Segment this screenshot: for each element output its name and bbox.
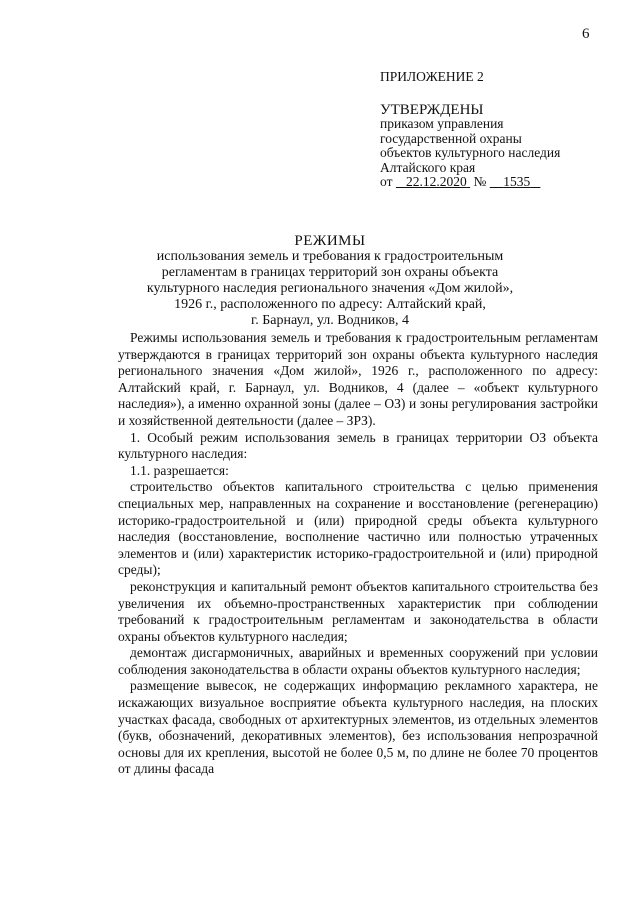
order-number-value: 1535: [503, 174, 531, 189]
document-title-block: [120, 233, 540, 329]
date-prefix: от: [380, 174, 393, 189]
appendix-label: ПРИЛОЖЕНИЕ 2: [380, 69, 484, 84]
subtitle-line: культурного наследия регионального значения «Дом жилой»,: [146, 281, 514, 296]
approved-label: УТВЕРЖДЕНЫ: [380, 101, 484, 118]
order-date: [396, 174, 470, 189]
approval-line: объектов культурного наследия: [380, 145, 561, 160]
order-date-value: 22.12.2020: [405, 174, 467, 189]
subtitle-line: 1926 г., расположенного по адресу: Алтайский край,: [174, 297, 486, 312]
document-body: [118, 330, 598, 778]
approval-block: [380, 70, 616, 190]
number-prefix: №: [473, 174, 487, 189]
document-title: РЕЖИМЫ: [294, 233, 366, 249]
body-paragraph: Режимы использования земель и требования к градостроительным регламентам утверждаются в границах территорий зон охраны объекта культурного наследия регионального значения «Дом жилой», 1926 г., расположенного по адресу: Алтайский край, г. Барнаул, ул. Водников, 4 (далее – «объект культурного наследия»), а именно охранной зоны (далее – ОЗ) и зоны регулирования застройки и хозяйственной деятельности (далее – ЗРЗ).: [118, 330, 598, 428]
subtitle-line: г. Барнаул, ул. Водников, 4: [251, 313, 409, 328]
body-paragraph: 1.1. разрешается:: [130, 462, 229, 478]
subtitle-line: использования земель и требования к градостроительным: [156, 249, 504, 264]
body-paragraph: 1. Особый режим использования земель в границах территории ОЗ объекта культурного наследия:: [118, 429, 598, 462]
order-number: [490, 174, 541, 189]
subtitle-line: регламентам в границах территорий зон охраны объекта: [161, 265, 499, 280]
body-paragraph: реконструкция и капитальный ремонт объектов капитального строительства без увеличения их объемно-пространственных характеристик при соблюдении требований к градостроительным регламентам и законодательства в области охраны объектов культурного наследия;: [118, 578, 598, 644]
order-date-line: [380, 175, 616, 190]
approval-line: Алтайского края: [380, 159, 476, 175]
approval-line: приказом управления: [380, 116, 504, 131]
body-paragraph: размещение вывесок, не содержащих информацию рекламного характера, не искажающих визуальное восприятие объекта культурного наследия, на плоских участках фасада, свободных от архитектурных элементов, из отдельных элементов (букв, обозначений, декоративных элементов), без использования непрозрачной основы для их крепления, высотой не более 0,5 м, по длине не более 70 процентов от длины фасада: [118, 678, 598, 777]
body-paragraph: строительство объектов капитального строительства с целью применения специальных мер, направленных на сохранение и восстановление (регенерацию) историко-градостроительной и (или) природной среды объекта культурного наследия (восстановление, восполнение частично или полностью утраченных элементов и (или) характеристик историко-градостроительной и (или) природной среды);: [118, 479, 598, 578]
body-paragraph: демонтаж дисгармоничных, аварийных и временных сооружений при условии соблюдения законодательства в области охраны объектов культурного наследия;: [118, 645, 598, 677]
page-number: 6: [582, 26, 590, 42]
approval-line: государственной охраны: [380, 130, 522, 146]
